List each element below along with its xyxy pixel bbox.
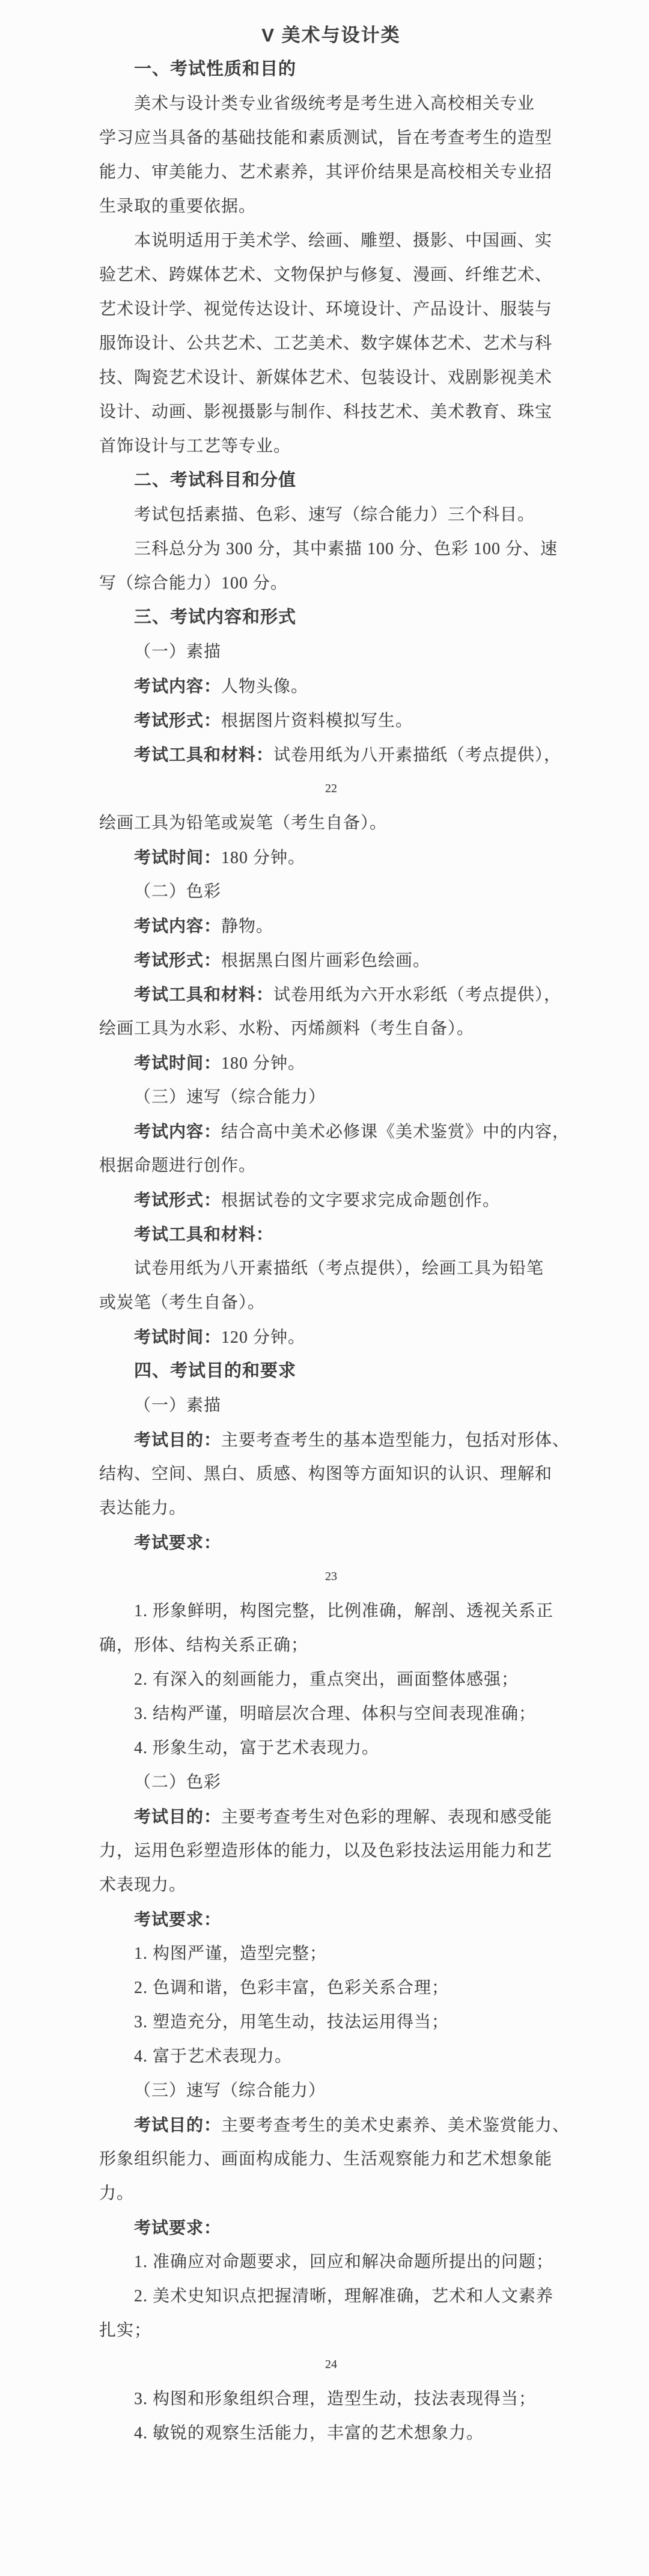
text-line (99, 2176, 563, 2211)
line-label: 考试形式： (134, 1191, 222, 1209)
line-text: 术表现力。 (99, 1876, 187, 1894)
line-label: 考试要求： (134, 2218, 222, 2237)
text-line (99, 1697, 563, 1731)
line-text: 根据试卷的文字要求完成命题创作。 (221, 1191, 501, 1210)
line-text: 4. 形象生动，富于艺术表现力。 (134, 1739, 380, 1757)
line-text: 1. 构图严谨，造型完整； (134, 1944, 328, 1963)
line-text: 绘画工具为水彩、水粉、丙烯颜料（考生自备）。 (99, 1019, 475, 1038)
text-line (99, 395, 563, 429)
line-text: 表达能力。 (99, 1499, 187, 1518)
text-line (99, 1286, 563, 1320)
line-text: 结构、空间、黑白、质感、构图等方面知识的认识、理解和 (99, 1465, 553, 1483)
text-line (99, 326, 563, 361)
line-label: 考试目的： (134, 2116, 222, 2134)
labeled-line (99, 977, 563, 1012)
labeled-line (99, 1046, 563, 1080)
line-label: 考试内容： (134, 677, 222, 695)
text-line (99, 1937, 563, 1971)
line-text: 学习应当具备的基础技能和素质测试，旨在考查考生的造型 (99, 129, 553, 147)
line-text: 扎实； (99, 2321, 152, 2340)
text-line (99, 1834, 563, 1868)
text-line (99, 1731, 563, 1765)
line-text: 四、考试目的和要求 (134, 1361, 297, 1381)
page-number (99, 2348, 563, 2382)
text-line (99, 2382, 563, 2416)
line-text: 确，形体、结构关系正确； (99, 1636, 309, 1655)
labeled-line (99, 2108, 570, 2142)
text-line (99, 566, 563, 600)
text-line (99, 2142, 563, 2176)
line-text: 能力、审美能力、艺术素养，其评价结果是高校相关专业招 (99, 163, 553, 182)
line-text: 3. 结构严谨，明暗层次合理、体积与空间表现准确； (134, 1705, 537, 1723)
labeled-line (99, 1217, 563, 1251)
text-line (99, 1628, 563, 1662)
line-label: 考试形式： (134, 711, 222, 730)
text-line (99, 1491, 563, 1525)
page-number (99, 1560, 563, 1594)
line-label: 考试时间： (134, 848, 222, 867)
labeled-line (99, 2211, 563, 2245)
labeled-line (99, 1183, 563, 1217)
line-text: 验艺术、跨媒体艺术、文物保护与修复、漫画、纤维艺术、 (99, 266, 553, 284)
line-text: 3. 构图和形象组织合理，造型生动，技法表现得当； (134, 2390, 537, 2408)
text-line (99, 1457, 563, 1491)
line-text: 2. 美术史知识点把握清晰，理解准确，艺术和人文素养 (134, 2287, 554, 2306)
subsection-heading (99, 2074, 563, 2108)
line-text: 绘画工具为铅笔或炭笔（考生自备）。 (99, 814, 388, 832)
line-text: 3. 塑造充分，用笔生动，技法运用得当； (134, 2013, 449, 2031)
line-label: 考试要求： (134, 1533, 222, 1552)
line-label: 考试时间： (134, 1328, 222, 1346)
line-text: V 美术与设计类 (261, 25, 401, 46)
subsection-heading (99, 874, 563, 909)
line-text: 生录取的重要依据。 (99, 197, 257, 216)
line-text: 一、考试性质和目的 (134, 60, 297, 79)
line-text: 力，运用色彩塑造形体的能力，以及色彩技法运用能力和艺 (99, 1842, 553, 1860)
line-label: 考试目的： (134, 1430, 222, 1449)
line-text: 主要考查考生的基本造型能力，包括对形体、 (221, 1431, 570, 1450)
line-text: 艺术设计学、视觉传达设计、环境设计、产品设计、服装与 (99, 300, 553, 319)
text-line (99, 1251, 563, 1286)
line-text: 主要考查考生对色彩的理解、表现和感受能 (221, 1808, 553, 1827)
line-text: （一）素描 (134, 642, 222, 661)
line-text: 考试包括素描、色彩、速写（综合能力）三个科目。 (134, 505, 535, 524)
line-text: （三）速写（综合能力） (134, 2081, 326, 2100)
line-text: 根据图片资料模拟写生。 (221, 712, 413, 730)
line-label: 考试工具和材料： (134, 1225, 274, 1244)
line-text: 首饰设计与工艺等专业。 (99, 437, 291, 456)
line-text: （一）素描 (134, 1396, 222, 1415)
line-label: 考试内容： (134, 917, 222, 935)
labeled-line (99, 1902, 563, 1937)
line-text: 静物。 (221, 917, 274, 936)
subsection-heading (99, 1765, 563, 1799)
line-label: 考试时间： (134, 1054, 222, 1072)
labeled-line (99, 1114, 570, 1149)
text-line (99, 532, 563, 566)
line-label: 考试形式： (134, 951, 222, 969)
labeled-line (99, 1423, 570, 1457)
line-text: 4. 富于艺术表现力。 (134, 2047, 293, 2066)
line-label: 考试工具和材料： (134, 985, 274, 1004)
labeled-line (99, 1525, 563, 1560)
text-line (99, 1149, 563, 1183)
line-text: 试卷用纸为八开素描纸（考点提供），绘画工具为铅笔 (134, 1259, 544, 1278)
subsection-heading (99, 1388, 563, 1423)
line-text: 技、陶瓷艺术设计、新媒体艺术、包装设计、戏剧影视美术 (99, 368, 553, 387)
line-text: 24 (325, 2358, 337, 2371)
line-text: 根据命题进行创作。 (99, 1156, 257, 1175)
line-text: 22 (325, 782, 337, 795)
line-label: 考试目的： (134, 1807, 222, 1826)
line-text: 形象组织能力、画面构成能力、生活观察能力和艺术想象能 (99, 2150, 553, 2169)
line-text: 180 分钟。 (221, 849, 306, 867)
line-text: （二）色彩 (134, 882, 222, 901)
line-text: 120 分钟。 (221, 1328, 306, 1347)
document-title (99, 18, 563, 52)
line-text: 主要考查考生的美术史素养、美术鉴赏能力、 (221, 2116, 570, 2135)
line-text: 服饰设计、公共艺术、工艺美术、数字媒体艺术、艺术与科 (99, 334, 553, 353)
line-text: 三科总分为 300 分，其中素描 100 分、色彩 100 分、速 (134, 540, 558, 558)
text-line (99, 2039, 563, 2074)
text-line (99, 1971, 563, 2005)
line-text: 1. 形象鲜明，构图完整，比例准确，解剖、透视关系正 (134, 1602, 554, 1620)
text-line (99, 429, 563, 463)
section-heading (99, 52, 563, 87)
line-text: 2. 色调和谐，色彩丰富，色彩关系合理； (134, 1979, 449, 1997)
line-text: 本说明适用于美术学、绘画、雕塑、摄影、中国画、实 (134, 231, 553, 250)
text-line (99, 155, 563, 189)
text-line (99, 1594, 563, 1628)
line-text: 力。 (99, 2184, 135, 2203)
line-label: 考试内容： (134, 1122, 222, 1141)
line-text: 三、考试内容和形式 (134, 608, 297, 627)
line-text: 2. 有深入的刻画能力，重点突出，画面整体感强； (134, 1670, 519, 1689)
text-line (99, 2313, 563, 2348)
text-line (99, 806, 563, 840)
text-line (99, 121, 563, 155)
section-heading (99, 600, 563, 635)
labeled-line (99, 1320, 563, 1354)
labeled-line (99, 909, 563, 943)
line-label: 考试要求： (134, 1910, 222, 1929)
labeled-line (99, 943, 563, 977)
labeled-line (99, 1799, 563, 1834)
line-text: 写（综合能力）100 分。 (99, 574, 288, 593)
text-line (99, 498, 563, 532)
text-line (99, 1868, 563, 1902)
line-text: 二、考试科目和分值 (134, 471, 297, 490)
text-line (99, 2279, 563, 2313)
line-text: 结合高中美术必修课《美术鉴赏》中的内容， (221, 1123, 570, 1141)
line-text: 美术与设计类专业省级统考是考生进入高校相关专业 (134, 94, 535, 113)
labeled-line (99, 840, 563, 874)
text-line (99, 292, 563, 326)
line-text: 试卷用纸为八开素描纸（考点提供）， (273, 746, 562, 765)
text-line (99, 258, 563, 292)
line-text: 23 (325, 1570, 337, 1583)
text-line (99, 224, 563, 258)
labeled-line (99, 669, 563, 703)
subsection-heading (99, 635, 563, 669)
subsection-heading (99, 1080, 563, 1114)
text-line (99, 1012, 563, 1046)
text-line (99, 87, 563, 121)
text-line (99, 189, 563, 224)
line-text: 1. 准确应对命题要求，回应和解决命题所提出的问题； (134, 2253, 554, 2271)
text-line (99, 1662, 563, 1697)
text-line (99, 2245, 563, 2279)
line-label: 考试工具和材料： (134, 745, 274, 764)
line-text: 根据黑白图片画彩色绘画。 (221, 951, 431, 970)
line-text: 或炭笔（考生自备）。 (99, 1293, 266, 1312)
line-text: （二）色彩 (134, 1773, 222, 1792)
line-text: 人物头像。 (221, 677, 309, 696)
labeled-line (99, 703, 563, 737)
text-line (99, 361, 563, 395)
line-text: 试卷用纸为六开水彩纸（考点提供）， (273, 986, 562, 1004)
labeled-line (99, 737, 563, 772)
text-line (99, 2416, 563, 2450)
text-line (99, 2005, 563, 2039)
page-number (99, 772, 563, 806)
line-text: （三）速写（综合能力） (134, 1088, 326, 1106)
line-text: 4. 敏锐的观察生活能力，丰富的艺术想象力。 (134, 2424, 484, 2443)
line-text: 180 分钟。 (221, 1054, 306, 1073)
section-heading (99, 463, 563, 498)
line-text: 设计、动画、影视摄影与制作、科技艺术、美术教育、珠宝 (99, 403, 553, 421)
section-heading (99, 1354, 563, 1388)
